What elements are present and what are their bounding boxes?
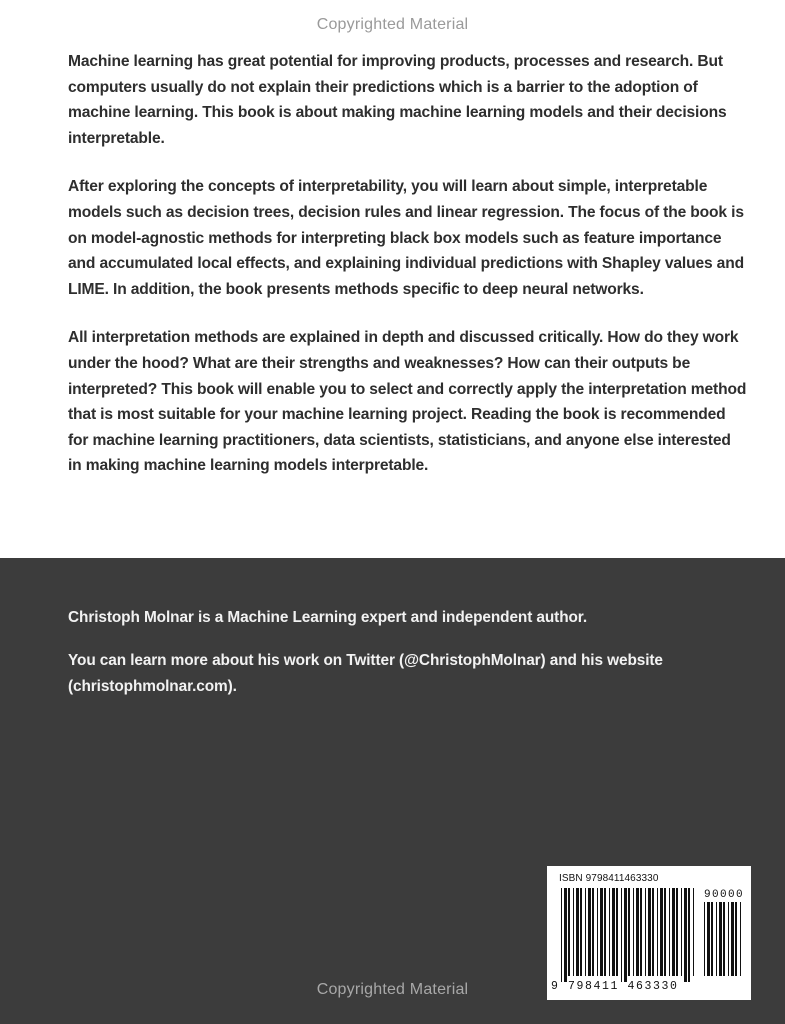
- author-links: You can learn more about his work on Twitter (@ChristophMolnar) and his website (christophmolnar.com).: [68, 652, 663, 695]
- barcode-bar: [672, 888, 675, 976]
- barcode-bar: [609, 888, 610, 976]
- barcode-bar: [573, 888, 574, 976]
- book-blurb: [68, 49, 748, 502]
- barcode-bar: [580, 888, 582, 976]
- barcode-bar: [684, 888, 687, 982]
- barcode-bar: [719, 902, 722, 976]
- barcode-bar: [640, 888, 642, 976]
- barcode-bar: [707, 902, 710, 976]
- blurb-paragraph-3: All interpretation methods are explained in depth and discussed critically. How do they work under the hood? What are their strengths and weaknesses? How can their outputs be interpreted? This book will enable you to select and correctly apply the interpretation method that is most suitable for your machine learning project. Reading the book is recommended for machine learning practitioners, data scientists, statisticians, and anyone else interested in making machine learning models interpretable.: [68, 329, 747, 475]
- barcode-bar: [616, 888, 618, 976]
- barcode-bar: [688, 888, 690, 982]
- barcode-main-digits: 9 798411 463330: [551, 980, 679, 993]
- barcode-bar: [585, 888, 586, 976]
- barcode-bar: [592, 888, 594, 976]
- barcode-bar: [600, 888, 603, 976]
- barcode-bar: [657, 888, 658, 976]
- barcode-bar: [723, 902, 725, 976]
- barcode-bar: [681, 888, 682, 976]
- barcode-bar: [693, 888, 694, 976]
- blurb-paragraph-1: Machine learning has great potential for improving products, processes and research. But computers usually do not explain their predictions which is a barrier to the adoption of machine learning. This book is about making machine learning models and their decisions interpretable.: [68, 53, 727, 147]
- barcode-bar: [564, 888, 567, 982]
- isbn-barcode: [547, 866, 751, 1000]
- barcode-bar: [624, 888, 627, 982]
- barcode-bar: [731, 902, 734, 976]
- isbn-label: ISBN 9798411463330: [559, 873, 659, 884]
- barcode-bar: [728, 902, 729, 976]
- barcode-bar: [711, 902, 713, 976]
- barcode-bar: [704, 902, 705, 976]
- barcode-bar: [561, 888, 562, 982]
- barcode-bar: [612, 888, 615, 976]
- watermark-top: Copyrighted Material: [316, 16, 469, 33]
- barcode-bar: [604, 888, 606, 976]
- barcode-bar: [669, 888, 670, 976]
- barcode-bar: [660, 888, 663, 976]
- author-info: [68, 605, 688, 717]
- barcode-bar: [628, 888, 630, 976]
- barcode-bar: [645, 888, 646, 976]
- barcode-bar: [716, 902, 717, 976]
- barcode-addon-digits: 90000: [704, 889, 745, 901]
- barcode-bar: [740, 902, 741, 976]
- barcode-bar: [664, 888, 666, 976]
- barcode-bar: [735, 902, 737, 976]
- watermark-bottom: Copyrighted Material: [316, 981, 469, 998]
- barcode-bar: [568, 888, 570, 976]
- barcode-bar: [588, 888, 591, 976]
- barcode-bar: [636, 888, 639, 976]
- barcode-bar: [676, 888, 678, 976]
- blurb-paragraph-2: After exploring the concepts of interpretability, you will learn about simple, interpretable models such as decision trees, decision rules and linear regression. The focus of the book is on model-agnostic methods for interpreting black box models such as feature importance and accumulated local effects, and explaining individual predictions with Shapley values and LIME. In addition, the book presents methods specific to deep neural networks.: [68, 178, 744, 298]
- barcode-bar: [576, 888, 579, 976]
- barcode-bar: [648, 888, 651, 976]
- author-bio: Christoph Molnar is a Machine Learning expert and independent author.: [68, 609, 588, 626]
- barcode-bar: [621, 888, 622, 982]
- barcode-bar: [597, 888, 598, 976]
- barcode-bar: [633, 888, 634, 976]
- barcode-bar: [652, 888, 654, 976]
